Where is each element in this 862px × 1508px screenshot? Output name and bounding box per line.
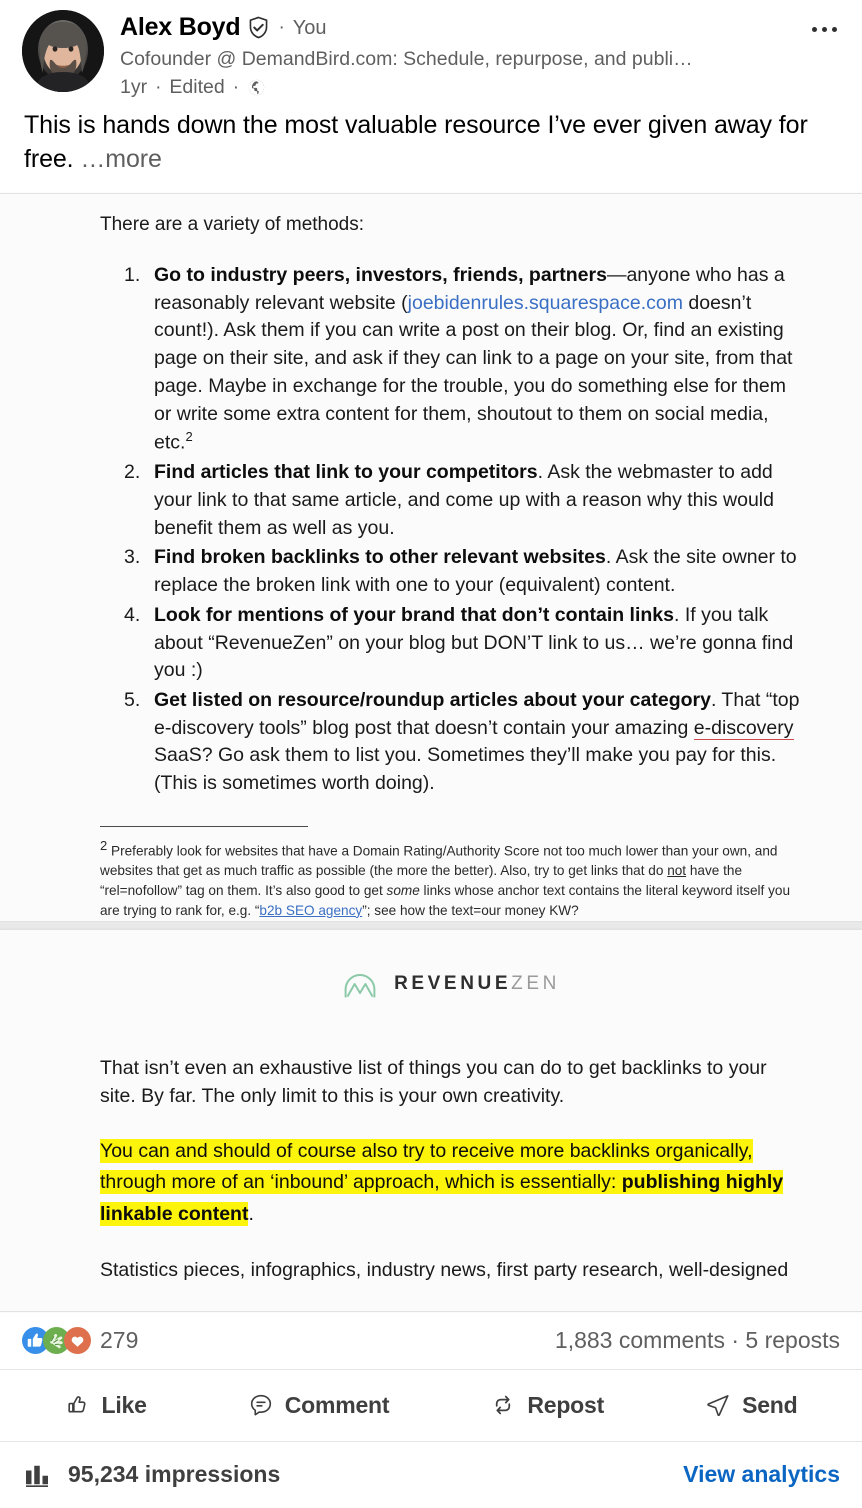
bar-chart-icon bbox=[22, 1460, 52, 1490]
repost-button[interactable] bbox=[474, 1383, 620, 1428]
list-item-text-a: . Ask the webmaster to add your link to that same article, and come up with a reason why this would benefit them as well as you. bbox=[154, 461, 774, 539]
footnote-part-3: links whose anchor text contains the literal keyword itself you are trying to rank for, e.g. “ bbox=[100, 882, 791, 918]
comments-reposts-count[interactable]: 1,883 comments · 5 reposts bbox=[554, 1326, 840, 1353]
footnote-underlined: not bbox=[667, 863, 687, 879]
footnote-divider bbox=[100, 826, 308, 827]
meta-separator-dot-2: · bbox=[232, 76, 240, 98]
comment-button[interactable] bbox=[232, 1383, 406, 1428]
edited-label: Edited bbox=[169, 75, 225, 98]
list-item-bold: Look for mentions of your brand that don’t contain links bbox=[154, 603, 674, 626]
list-item-text-a: . Ask the site owner to replace the broken link with one to your (equivalent) content. bbox=[154, 546, 797, 597]
revenuezen-wordmark bbox=[394, 973, 560, 995]
document-inline-link[interactable]: joebidenrules.squarespace.com bbox=[407, 291, 683, 314]
document-methods-list bbox=[108, 262, 802, 798]
repost-button-label: Repost bbox=[527, 1391, 605, 1418]
post-timestamp: 1yr bbox=[120, 75, 148, 98]
document-page-1[interactable] bbox=[0, 193, 862, 922]
love-reaction-icon bbox=[64, 1327, 91, 1354]
view-analytics-link[interactable]: View analytics bbox=[683, 1461, 840, 1488]
more-dot-2 bbox=[822, 27, 827, 32]
page2-paragraph-1: That isn’t even an exhaustive list of things you can do to get backlinks to your site. By far. The only limit to this is your own creativity. bbox=[100, 1056, 767, 1107]
footnote-part-1: Preferably look for websites that have a Domain Rating/Authority Score not too much lower than your own, and websites that get as much traffic as possible (the more the better). Also, try to get links that do bbox=[100, 843, 778, 879]
author-name[interactable]: Alex Boyd bbox=[120, 13, 241, 41]
footnote-link[interactable]: b2b SEO agency bbox=[259, 902, 363, 918]
social-counts-row bbox=[0, 1312, 862, 1370]
see-more-link[interactable]: …more bbox=[80, 145, 162, 174]
list-item-text-a: —anyone who has a reasonably relevant website ( bbox=[154, 264, 785, 314]
post-header bbox=[0, 0, 862, 100]
comment-bubble-icon bbox=[248, 1392, 274, 1418]
you-label: You bbox=[292, 16, 327, 39]
footnote-marker: 2 bbox=[185, 429, 193, 445]
comment-button-label: Comment bbox=[284, 1391, 390, 1418]
author-identity bbox=[120, 10, 844, 99]
document-lead-text: There are a variety of methods: bbox=[100, 213, 365, 235]
footnote-italic: some bbox=[386, 882, 420, 898]
page2-paragraph-2: Statistics pieces, infographics, industry news, first party research, well-designed bbox=[100, 1259, 789, 1282]
list-item-text-b: SaaS? Go ask them to list you. Sometimes they’ll make you pay for this. (This is sometimes worth doing). bbox=[154, 744, 777, 794]
revenuezen-word-light: ZEN bbox=[511, 972, 560, 994]
send-plane-icon bbox=[705, 1392, 731, 1418]
author-headline: Cofounder @ DemandBird.com: Schedule, repurpose, and publi… bbox=[120, 47, 693, 70]
impressions-count: 95,234 impressions bbox=[68, 1461, 281, 1488]
footnote-number: 2 bbox=[100, 837, 108, 853]
more-dot-1 bbox=[812, 27, 817, 32]
meta-separator-dot-1: · bbox=[155, 76, 162, 98]
revenuezen-mountain-icon bbox=[342, 966, 378, 1002]
like-button[interactable] bbox=[48, 1383, 162, 1428]
more-options-icon[interactable] bbox=[802, 12, 846, 46]
list-item-bold: Find articles that link to your competitors bbox=[154, 461, 538, 484]
document-page-gap bbox=[0, 922, 862, 929]
list-item-bold: Find broken backlinks to other relevant websites bbox=[154, 546, 606, 569]
document-page-2[interactable] bbox=[0, 929, 862, 1312]
post-actions-row bbox=[0, 1370, 862, 1442]
highlight-text-a: You can and should of course also try to receive more backlinks organically, through more of an ‘inbound’ approach, which is essentially: bbox=[100, 1139, 753, 1194]
verified-shield-icon bbox=[247, 16, 270, 39]
reactions-summary[interactable] bbox=[22, 1327, 138, 1354]
list-item-text-a: . That “top e-discovery tools” blog post that doesn’t contain your amazing bbox=[154, 688, 800, 739]
post-body-content: This is hands down the most valuable resource I’ve ever given away for free. bbox=[24, 111, 808, 174]
like-button-label: Like bbox=[101, 1391, 147, 1418]
footnote-part-4: ”; see how the text=our money KW? bbox=[362, 902, 579, 918]
list-item bbox=[108, 687, 802, 798]
avatar[interactable] bbox=[22, 10, 104, 92]
reaction-icon-group bbox=[22, 1327, 91, 1354]
list-item-text-b: doesn’t count!). Ask them if you can write a post on their blog. Or, find an existing page on their site, and ask if they can link to a page on your site, from that page. Maybe in exchange for the trouble, you do something else for them or write some extra content for them, shoutout to them on social media, etc. bbox=[154, 291, 793, 454]
send-button-label: Send bbox=[742, 1391, 798, 1418]
spellcheck-underlined-text: e-discovery bbox=[693, 716, 794, 739]
document-footnote bbox=[100, 837, 802, 921]
revenuezen-logo bbox=[100, 966, 802, 1002]
document-carousel[interactable] bbox=[0, 193, 862, 1312]
page2-highlighted-paragraph bbox=[100, 1136, 802, 1231]
more-dot-3 bbox=[832, 27, 837, 32]
post-meta-row bbox=[120, 76, 844, 99]
post-body-text bbox=[0, 100, 862, 193]
reaction-count: 279 bbox=[100, 1326, 139, 1353]
list-item bbox=[108, 262, 802, 457]
name-separator-dot: · bbox=[278, 17, 285, 39]
revenuezen-word-bold: REVENUE bbox=[394, 972, 512, 994]
list-item bbox=[108, 459, 802, 542]
author-name-row bbox=[120, 14, 844, 42]
list-item bbox=[108, 602, 802, 685]
list-item-bold: Get listed on resource/roundup articles about your category bbox=[154, 688, 711, 711]
list-item bbox=[108, 544, 802, 599]
highlight-text-bold: publishing highly linkable content bbox=[100, 1171, 784, 1225]
send-button[interactable] bbox=[689, 1383, 813, 1428]
repost-icon bbox=[490, 1392, 516, 1418]
list-item-bold: Go to industry peers, investors, friends, partners bbox=[154, 264, 607, 287]
thumbs-up-icon bbox=[64, 1392, 90, 1418]
footnote-part-2: have the “rel=nofollow” tag on them. It’s also good to get bbox=[100, 863, 743, 898]
list-item-text-a: . If you talk about “RevenueZen” on your blog but DON’T link to us… we’re gonna find you :) bbox=[154, 603, 794, 682]
analytics-row bbox=[0, 1442, 862, 1508]
highlight-text-b: . bbox=[248, 1202, 254, 1225]
globe-icon bbox=[247, 78, 266, 97]
impressions-summary[interactable] bbox=[22, 1460, 280, 1490]
